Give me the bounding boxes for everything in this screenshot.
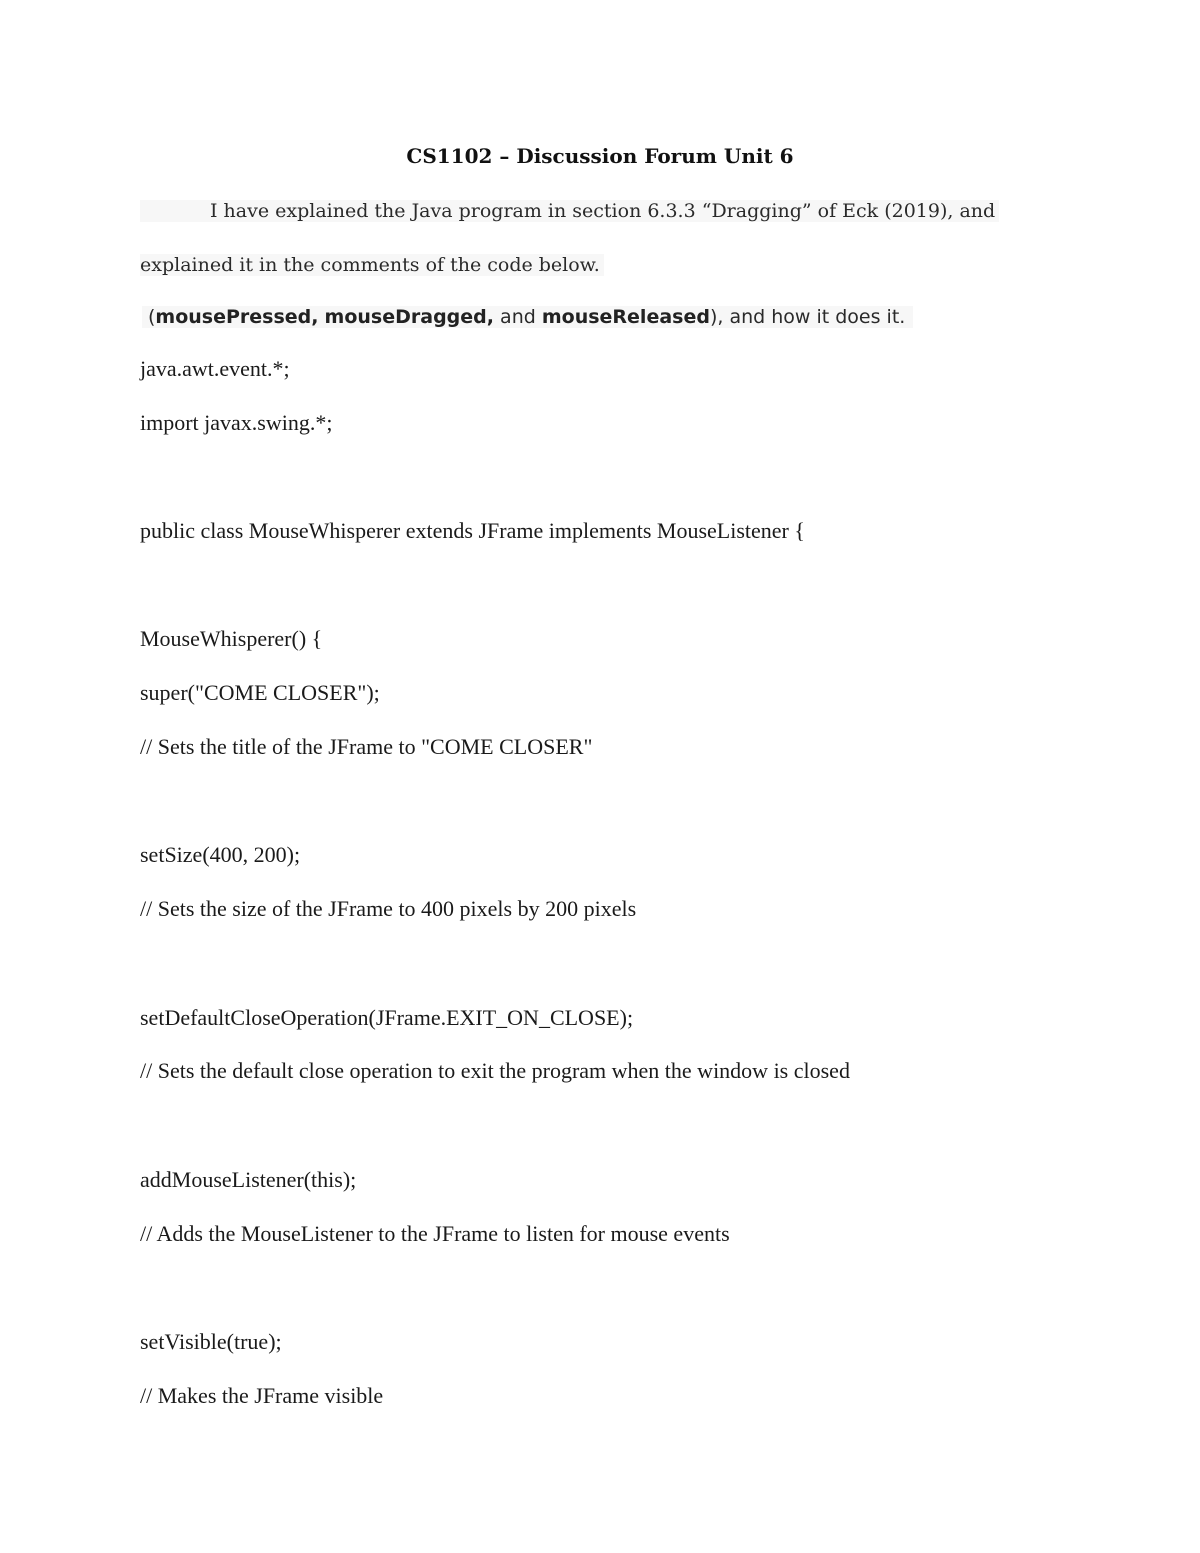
code-line: setSize(400, 200); (140, 842, 301, 867)
code-line: import javax.swing.*; (140, 410, 333, 435)
methods-highlight (142, 306, 913, 328)
method-mouse-dragged: mouseDragged, (324, 306, 494, 328)
code-comment: // Sets the default close operation to exit the program when the window is closed (140, 1058, 850, 1083)
code-line: setDefaultCloseOperation(JFrame.EXIT_ON_CLOSE); (140, 1005, 634, 1030)
methods-tail: ), and how it does it. (709, 306, 906, 328)
code-line: java.awt.event.*; (140, 356, 290, 381)
code-line: super("COME CLOSER"); (140, 680, 380, 705)
intro-line-1 (140, 196, 999, 225)
intro-line-2 (140, 250, 604, 279)
method-mouse-released: mouseReleased (541, 306, 710, 328)
code-comment: // Sets the size of the JFrame to 400 pixels by 200 pixels (140, 896, 637, 921)
methods-open: ( (148, 306, 156, 328)
code-comment: // Makes the JFrame visible (140, 1383, 384, 1408)
code-line: MouseWhisperer() { (140, 626, 323, 651)
document-title: CS1102 – Discussion Forum Unit 6 (406, 144, 794, 168)
methods-line (142, 302, 913, 331)
method-mouse-pressed: mousePressed, (155, 306, 319, 328)
code-line: addMouseListener(this); (140, 1167, 357, 1192)
code-line: public class MouseWhisperer extends JFrame implements MouseListener { (140, 518, 805, 543)
methods-and: and (500, 306, 536, 328)
code-line: setVisible(true); (140, 1329, 282, 1354)
code-comment: // Adds the MouseListener to the JFrame to listen for mouse events (140, 1221, 730, 1246)
intro-text-1: I have explained the Java program in section 6.3.3 “Dragging” of Eck (2019), and (140, 200, 999, 222)
code-comment: // Sets the title of the JFrame to "COME CLOSER" (140, 734, 593, 759)
intro-text-2: explained it in the comments of the code below. (140, 254, 604, 276)
